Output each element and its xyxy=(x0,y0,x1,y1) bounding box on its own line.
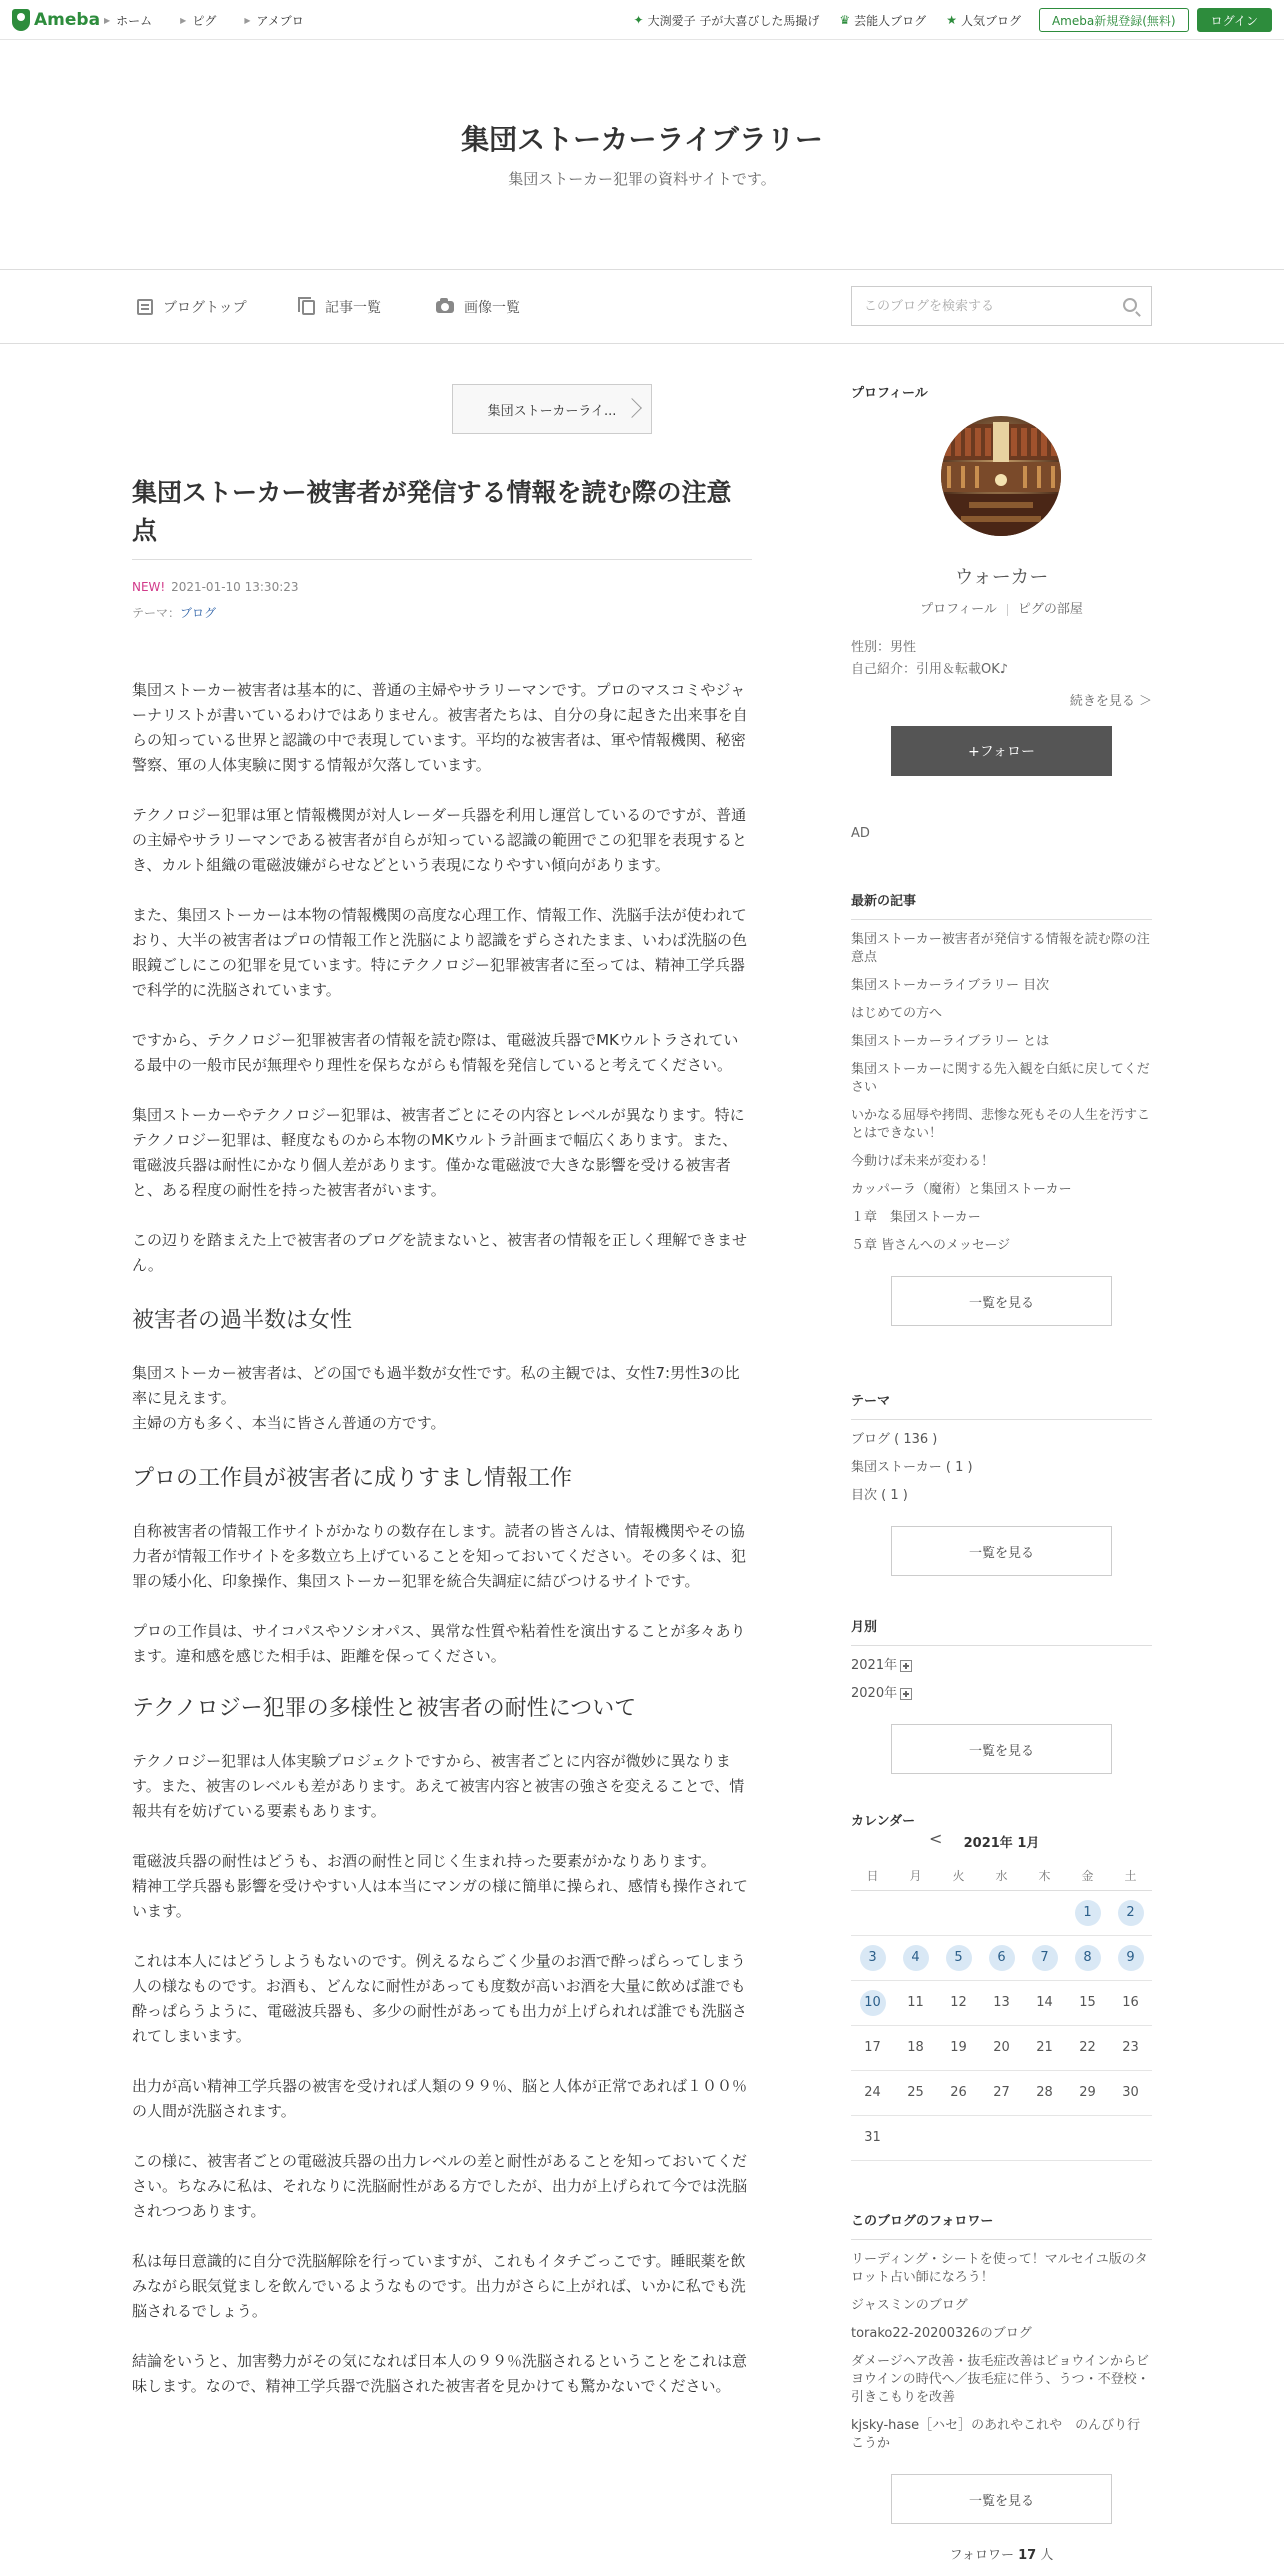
follower-count[interactable] xyxy=(851,2544,1152,2563)
calendar-cell xyxy=(937,2070,980,2115)
calendar-day: 22 xyxy=(1079,2039,1096,2055)
paragraph: プロの工作員は、サイコパスやソシオパス、異常な性質や粘着性を演出することが多々あります。違和感を感じた相手は、距離を保ってください。 xyxy=(132,1622,746,1665)
blog-header xyxy=(0,40,1284,270)
entry-body xyxy=(132,678,752,2424)
list-item[interactable]: 集団ストーカーライブラリー とは xyxy=(851,1034,1050,1049)
list-item[interactable]: 目次 ( 1 ) xyxy=(851,1488,908,1503)
paragraph: ですから、テクノロジー犯罪被害者の情報を読む際は、電磁波兵器でMKウルトラされている最中の一般市民が無理やり理性を保ちながらも情報を発信していると考えてください。 xyxy=(132,1031,739,1074)
calendar-cell xyxy=(937,1980,980,2025)
theme-list-more-button[interactable]: 一覧を見る xyxy=(891,1526,1112,1576)
register-button[interactable]: Ameba新規登録(無料) xyxy=(1039,8,1189,32)
calendar-cell xyxy=(851,1980,894,2025)
paragraph: この様に、被害者ごとの電磁波兵器の出力レベルの差と耐性があることを知っておいてください。ちなみに私は、それなりに洗脳耐性がある方でしたが、出力が上げられて今では洗脳されつつあります。 xyxy=(132,2152,748,2220)
global-nav-home[interactable] xyxy=(104,12,152,29)
calendar-cell xyxy=(937,1890,980,1935)
calendar-day-with-post[interactable]: 6 xyxy=(989,1945,1015,1971)
list-item[interactable]: リーディング・シートを使って！マルセイユ版のタロット占い師になろう！ xyxy=(851,2252,1148,2285)
calendar-weekday: 火 xyxy=(937,1862,980,1890)
celebrity-blog-label: 芸能人ブログ xyxy=(854,13,927,28)
section-heading: プロの工作員が被害者に成りすまし情報工作 xyxy=(132,1466,573,1491)
paragraph: 出力が高い精神工学兵器の被害を受ければ人類の９９％、脳と人体が正常であれば１００％の人間が洗脳されます。 xyxy=(132,2077,748,2120)
calendar-cell xyxy=(1023,2070,1066,2115)
calendar-day: 16 xyxy=(1122,1994,1139,2010)
calendar-day: 28 xyxy=(1036,2084,1053,2100)
paragraph-line: 主婦の方も多く、本当に皆さん普通の方です。 xyxy=(132,1414,446,1432)
calendar-cell xyxy=(1023,1935,1066,1980)
calendar-week-row xyxy=(851,1935,1152,1980)
paragraph xyxy=(132,1361,752,1436)
arrow-right-icon: ▶ xyxy=(180,15,187,25)
trending-topic-link[interactable] xyxy=(634,12,820,29)
calendar-body xyxy=(851,1890,1152,2160)
popular-blog-link[interactable] xyxy=(946,12,1021,29)
calendar-week-row xyxy=(851,1890,1152,1935)
list-item[interactable]: 集団ストーカーに関する先入観を白紙に戻してください xyxy=(851,1062,1150,1095)
crown-icon: ♛ xyxy=(839,13,851,27)
blog-description: 集団ストーカー犯罪の資料サイトです。 xyxy=(508,170,776,188)
calendar-cell xyxy=(937,2115,980,2160)
theme-list xyxy=(851,1426,1152,1510)
calendar-weekday: 木 xyxy=(1023,1862,1066,1890)
paragraph-line: 電磁波兵器の耐性はどうも、お酒の耐性と同じく生まれ持った要素がかなりあります。 xyxy=(132,1852,716,1870)
calendar-cell xyxy=(851,1890,894,1935)
calendar-cell xyxy=(980,1980,1023,2025)
paragraph-line: 集団ストーカー被害者は、どの国でも過半数が女性です。私の主観では、女性7:男性3の比率に見えます。 xyxy=(132,1364,740,1407)
calendar-week-row xyxy=(851,2070,1152,2115)
paragraph: テクノロジー犯罪は人体実験プロジェクトですから、被害者ごとに内容が微妙に異なります。また、被害のレベルも差があります。あえて被害内容と被害の強さを変えることで、情報共有を妨げている要素もあります。 xyxy=(132,1752,745,1820)
calendar-cell xyxy=(1023,2115,1066,2160)
trending-topic-label: 大渕愛子 子が大喜びした馬撮げ xyxy=(647,13,820,28)
calendar-weekday: 水 xyxy=(980,1862,1023,1890)
calendar-cell xyxy=(851,1935,894,1980)
paragraph: 結論をいうと、加害勢力がその気になれば日本人の９９％洗脳されるということをこれは意味します。なので、精神工学兵器で洗脳された被害者を見かけても驚かないでください。 xyxy=(132,2352,748,2395)
paragraph: また、集団ストーカーは本物の情報機関の高度な心理工作、情報工作、洗脳手法が使われており、大半の被害者はプロの情報工作と洗脳により認識をずらされたまま、いわば洗脳の色眼鏡ごしにこの犯罪を見ています。特にテクノロジー犯罪被害者に至っては、精神工学兵器で科学的に洗脳されています。 xyxy=(132,906,748,999)
calendar-day: 26 xyxy=(950,2084,967,2100)
global-header xyxy=(0,0,1284,40)
theme-section xyxy=(851,1390,1152,1576)
paragraph-line: 精神工学兵器も影響を受けやすい人は本当にマンガの様に簡単に操られ、感情も操作されています。 xyxy=(132,1877,748,1920)
theme-heading: テーマ xyxy=(851,1390,1152,1420)
expand-plus-icon[interactable] xyxy=(900,1688,912,1700)
global-nav xyxy=(104,0,332,40)
calendar-cell xyxy=(1066,2070,1109,2115)
followers-heading: このブログのフォロワー xyxy=(851,2210,1152,2240)
calendar-cell xyxy=(1066,2025,1109,2070)
calendar-day: 13 xyxy=(993,1994,1010,2010)
calendar-cell xyxy=(980,2115,1023,2160)
profile-intro: 自己紹介：引用＆転載OK♪ xyxy=(851,662,1009,677)
ameba-logo-text: Ameba xyxy=(34,10,101,30)
list-item[interactable]: 集団ストーカーライブラリー 目次 xyxy=(851,978,1050,993)
month-label: 2021年 xyxy=(851,1658,898,1673)
list-item[interactable]: いかなる屈辱や拷問、悲惨な死もその人生を汚すことはできない！ xyxy=(851,1108,1151,1141)
login-button[interactable]: ログイン xyxy=(1197,8,1272,32)
paragraph: 自称被害者の情報工作サイトがかなりの数存在します。読者の皆さんは、情報機関やその協力者が情報工作サイトを多数立ち上げていることを知っておいてください。その多くは、犯罪の矮小化、印象操作、集団ストーカー犯罪を統合失調症に結びつけるサイトです。 xyxy=(132,1522,746,1590)
calendar-week-row xyxy=(851,2025,1152,2070)
calendar-day: 18 xyxy=(907,2039,924,2055)
arrow-right-icon: ▶ xyxy=(104,15,111,25)
calendar-cell xyxy=(894,2115,937,2160)
recent-articles-heading: 最新の記事 xyxy=(851,890,1152,920)
new-badge: NEW! xyxy=(132,580,166,594)
chevron-right-icon xyxy=(622,398,642,418)
paragraph: テクノロジー犯罪は軍と情報機関が対人レーダー兵器を利用し運営しているのですが、普通の主婦やサラリーマンである被害者が自らが知っている認識の範囲でこの犯罪を表現するとき、カルト組織の電磁波嫌がらせなどという表現になりやすい傾向があります。 xyxy=(132,806,748,874)
calendar-day-with-post[interactable]: 3 xyxy=(860,1945,886,1971)
follower-count-label: フォロワー xyxy=(949,2548,1014,2563)
followers-list-more-button[interactable]: 一覧を見る xyxy=(891,2474,1112,2524)
star-icon: ★ xyxy=(946,13,957,27)
list-item[interactable]: 今動けば未来が変わる！ xyxy=(851,1154,995,1169)
recent-list-more-button[interactable]: 一覧を見る xyxy=(891,1276,1112,1326)
calendar-cell xyxy=(894,1890,937,1935)
title-divider xyxy=(132,559,752,560)
recent-articles-section xyxy=(851,890,1152,1326)
calendar-weekday-row xyxy=(851,1862,1152,1890)
list-item[interactable]: はじめての方へ xyxy=(851,1006,943,1021)
global-nav-ameblo[interactable] xyxy=(244,12,303,29)
calendar-month: 2021年 1月 xyxy=(963,1836,1040,1851)
celebrity-blog-link[interactable] xyxy=(839,12,926,29)
calendar-cell xyxy=(894,1980,937,2025)
calendar-cell xyxy=(851,2070,894,2115)
entry-datetime: 2021-01-10 13:30:23 xyxy=(171,580,299,594)
calendar-day-with-post[interactable]: 10 xyxy=(860,1990,886,2016)
calendar-prev-icon[interactable]: < xyxy=(929,1829,943,1848)
nav-image-list[interactable] xyxy=(436,270,520,344)
camera-icon xyxy=(436,301,454,313)
paragraph: これは本人にはどうしようもないのです。例えるならごく少量のお酒で酔っぱらってしまう人の様なものです。お酒も、どんなに耐性があっても度数が高いお酒を大量に飲めば誰でも酔っぱらうように、電磁波兵器も、多少の耐性があっても出力が上げられれば誰でも洗脳されてしまいます。 xyxy=(132,1952,747,2045)
monthly-list xyxy=(851,1652,1152,1708)
calendar-day-with-post[interactable]: 1 xyxy=(1075,1900,1101,1926)
calendar-day: 30 xyxy=(1122,2084,1139,2100)
calendar-weekday: 土 xyxy=(1109,1862,1152,1890)
calendar-day: 27 xyxy=(993,2084,1010,2100)
calendar-day: 23 xyxy=(1122,2039,1139,2055)
calendar-cell xyxy=(980,2025,1023,2070)
calendar-heading: カレンダー xyxy=(851,1814,916,1829)
calendar-cell xyxy=(1109,1980,1152,2025)
paragraph: 私は毎日意識的に自分で洗脳解除を行っていますが、これもイタチごっこです。睡眠薬を飲みながら眠気覚ましを飲んでいるようなものです。出力がさらに上がれば、いかに私でも洗脳されるでしょう。 xyxy=(132,2252,746,2320)
paragraph: 集団ストーカーやテクノロジー犯罪は、被害者ごとにその内容とレベルが異なります。特にテクノロジー犯罪は、軽度なものから本物のMKウルトラ計画まで幅広くあります。また、電磁波兵器は耐性にかなり個人差があります。僅かな電磁波で大きな影響を受ける被害者と、ある程度の耐性を持った被害者がいます。 xyxy=(132,1106,745,1199)
blog-nav xyxy=(0,270,1284,344)
entry-meta xyxy=(132,580,299,594)
calendar-week-row xyxy=(851,1980,1152,2025)
calendar-day-with-post[interactable]: 5 xyxy=(946,1945,972,1971)
follower-count-unit: 人 xyxy=(1040,2548,1054,2563)
list-item[interactable]: ５章 皆さんへのメッセージ xyxy=(851,1238,1011,1253)
theme-nav-label: 集団ストーカーライ... xyxy=(487,403,617,419)
profile-gender: 性別：男性 xyxy=(851,640,917,655)
blog-title[interactable]: 集団ストーカーライブラリー xyxy=(461,123,823,156)
monthly-section xyxy=(851,1616,1152,1774)
paragraph: 集団ストーカー被害者は基本的に、普通の主婦やサラリーマンです。プロのマスコミやジャーナリストが書いているわけではありません。被害者たちは、自分の身に起きた出来事を自らの知っている世界と認識の中で表現しています。平均的な被害者は、軍や情報機関、秘密警察、軍の人体実験に関する情報が欠落しています。 xyxy=(132,681,748,774)
calendar-day: 25 xyxy=(907,2084,924,2100)
global-nav-pigg[interactable] xyxy=(180,12,216,29)
pigg-room-link[interactable]: ピグの部屋 xyxy=(1017,602,1083,617)
arrow-right-icon: ▶ xyxy=(244,15,251,25)
monthly-heading: 月別 xyxy=(851,1616,1152,1646)
global-nav-home-label: ホーム xyxy=(116,13,153,28)
calendar-day: 24 xyxy=(864,2084,881,2100)
calendar-day-with-post[interactable]: 8 xyxy=(1075,1945,1101,1971)
calendar-cell xyxy=(980,2070,1023,2115)
list-item[interactable]: 集団ストーカー ( 1 ) xyxy=(851,1460,973,1475)
section-heading: 被害者の過半数は女性 xyxy=(132,1308,353,1333)
calendar-cell xyxy=(1109,1890,1152,1935)
expand-plus-icon[interactable] xyxy=(900,1660,912,1672)
calendar-cell xyxy=(894,2025,937,2070)
follower-count-value: 17 xyxy=(1018,2548,1037,2563)
global-right-links xyxy=(614,0,1272,40)
profile-more-link[interactable]: 続きを見る ＞ xyxy=(1069,694,1152,709)
recent-articles-list xyxy=(851,926,1152,1260)
nav-article-list-label: 記事一覧 xyxy=(325,300,381,316)
calendar-week-row xyxy=(851,2115,1152,2160)
calendar-cell xyxy=(980,1890,1023,1935)
entry-title[interactable]: 集団ストーカー被害者が発信する情報を読む際の注意点 xyxy=(132,478,732,545)
calendar-day-with-post[interactable]: 2 xyxy=(1118,1900,1144,1926)
calendar-cell xyxy=(937,1935,980,1980)
list-item[interactable]: kjsky-hase［ハセ］のあれやこれや のんびり行こうか xyxy=(851,2418,1141,2451)
nav-article-list[interactable] xyxy=(302,270,381,344)
calendar-cell xyxy=(1109,2070,1152,2115)
entry-theme-link[interactable]: ブログ xyxy=(180,606,217,620)
calendar-cell xyxy=(1066,1935,1109,1980)
month-item-2020[interactable] xyxy=(851,1680,1152,1708)
calendar-day: 31 xyxy=(864,2129,881,2145)
monthly-list-more-button[interactable]: 一覧を見る xyxy=(891,1724,1112,1774)
followers-list xyxy=(851,2246,1152,2458)
list-item[interactable]: ブログ ( 136 ) xyxy=(851,1432,938,1447)
list-item[interactable]: ダメージヘア改善・抜毛症改善はビョウインからビヨウインの時代へ／抜毛症に伴う、うつ・不登校・引きこもりを改善 xyxy=(851,2354,1150,2405)
calendar-day: 12 xyxy=(950,1994,967,2010)
calendar-cell xyxy=(894,2070,937,2115)
list-item[interactable]: ジャスミンのブログ xyxy=(851,2298,968,2313)
calendar-cell xyxy=(1109,2115,1152,2160)
article-list-icon xyxy=(302,300,315,315)
calendar-weekday: 日 xyxy=(851,1862,894,1890)
ameba-logo-icon xyxy=(12,9,30,31)
calendar-day: 11 xyxy=(907,1994,924,2010)
calendar-day: 21 xyxy=(1036,2039,1053,2055)
followers-section xyxy=(851,2210,1152,2524)
profile-nickname[interactable]: ウォーカー xyxy=(954,566,1049,588)
nav-blog-top-label: ブログトップ xyxy=(163,300,247,316)
search-icon[interactable] xyxy=(1123,298,1137,312)
document-icon xyxy=(137,299,153,315)
global-nav-pigg-label: ピグ xyxy=(192,13,217,28)
list-item[interactable]: １章 集団ストーカー xyxy=(851,1210,981,1225)
list-item[interactable]: torako22-20200326のブログ xyxy=(851,2326,1032,2341)
calendar-cell xyxy=(980,1935,1023,1980)
calendar-day-with-post[interactable]: 4 xyxy=(903,1945,929,1971)
paragraph: この辺りを踏まえた上で被害者のブログを読まないと、被害者の情報を正しく理解できません。 xyxy=(132,1231,748,1274)
profile-heading: プロフィール xyxy=(851,386,928,401)
calendar-day: 19 xyxy=(950,2039,967,2055)
calendar-cell xyxy=(894,1935,937,1980)
avatar[interactable] xyxy=(941,416,1061,536)
ad-label: AD xyxy=(851,826,870,841)
calendar-cell xyxy=(1066,1980,1109,2025)
entry-theme-label: テーマ： xyxy=(132,606,181,620)
calendar-cell xyxy=(1066,1890,1109,1935)
divider xyxy=(1007,604,1008,616)
section-heading: テクノロジー犯罪の多様性と被害者の耐性について xyxy=(132,1696,637,1721)
calendar-cell xyxy=(1066,2115,1109,2160)
library-photo-icon xyxy=(941,416,1061,536)
list-item[interactable]: 集団ストーカー被害者が発信する情報を読む際の注意点 xyxy=(851,932,1150,965)
sparkle-icon: ✦ xyxy=(633,13,644,27)
theme-nav-button[interactable] xyxy=(452,384,652,434)
calendar-weekday: 金 xyxy=(1066,1862,1109,1890)
calendar-day: 14 xyxy=(1036,1994,1053,2010)
calendar-cell xyxy=(1109,2025,1152,2070)
calendar-cell xyxy=(851,2115,894,2160)
calendar-cell xyxy=(1109,1935,1152,1980)
follow-button[interactable]: +フォロー xyxy=(891,726,1112,776)
blog-search xyxy=(851,286,1152,326)
month-item-2021[interactable] xyxy=(851,1652,1152,1680)
calendar-day: 15 xyxy=(1079,1994,1096,2010)
popular-blog-label: 人気ブログ xyxy=(960,13,1021,28)
profile-link[interactable]: プロフィール xyxy=(920,602,997,617)
calendar-cell xyxy=(1023,1890,1066,1935)
nav-blog-top[interactable] xyxy=(137,270,247,344)
calendar-cell xyxy=(1023,2025,1066,2070)
calendar-table xyxy=(851,1862,1152,2161)
calendar-weekday: 月 xyxy=(894,1862,937,1890)
calendar-day: 17 xyxy=(864,2039,881,2055)
calendar-day: 20 xyxy=(993,2039,1010,2055)
profile-links xyxy=(851,598,1152,617)
calendar-cell xyxy=(937,2025,980,2070)
month-label: 2020年 xyxy=(851,1686,898,1701)
nav-image-list-label: 画像一覧 xyxy=(464,300,520,316)
calendar-cell xyxy=(1023,1980,1066,2025)
entry-theme xyxy=(132,604,216,621)
global-nav-ameblo-label: アメブロ xyxy=(256,13,304,28)
calendar-day-with-post[interactable]: 7 xyxy=(1032,1945,1058,1971)
blog-search-input[interactable] xyxy=(852,287,1112,325)
calendar-cell xyxy=(851,2025,894,2070)
list-item[interactable]: カッパーラ（魔術）と集団ストーカー xyxy=(851,1182,1072,1197)
paragraph xyxy=(132,1849,752,1924)
calendar-day-with-post[interactable]: 9 xyxy=(1118,1945,1144,1971)
calendar-day: 29 xyxy=(1079,2084,1096,2100)
ameba-logo[interactable] xyxy=(12,8,100,32)
